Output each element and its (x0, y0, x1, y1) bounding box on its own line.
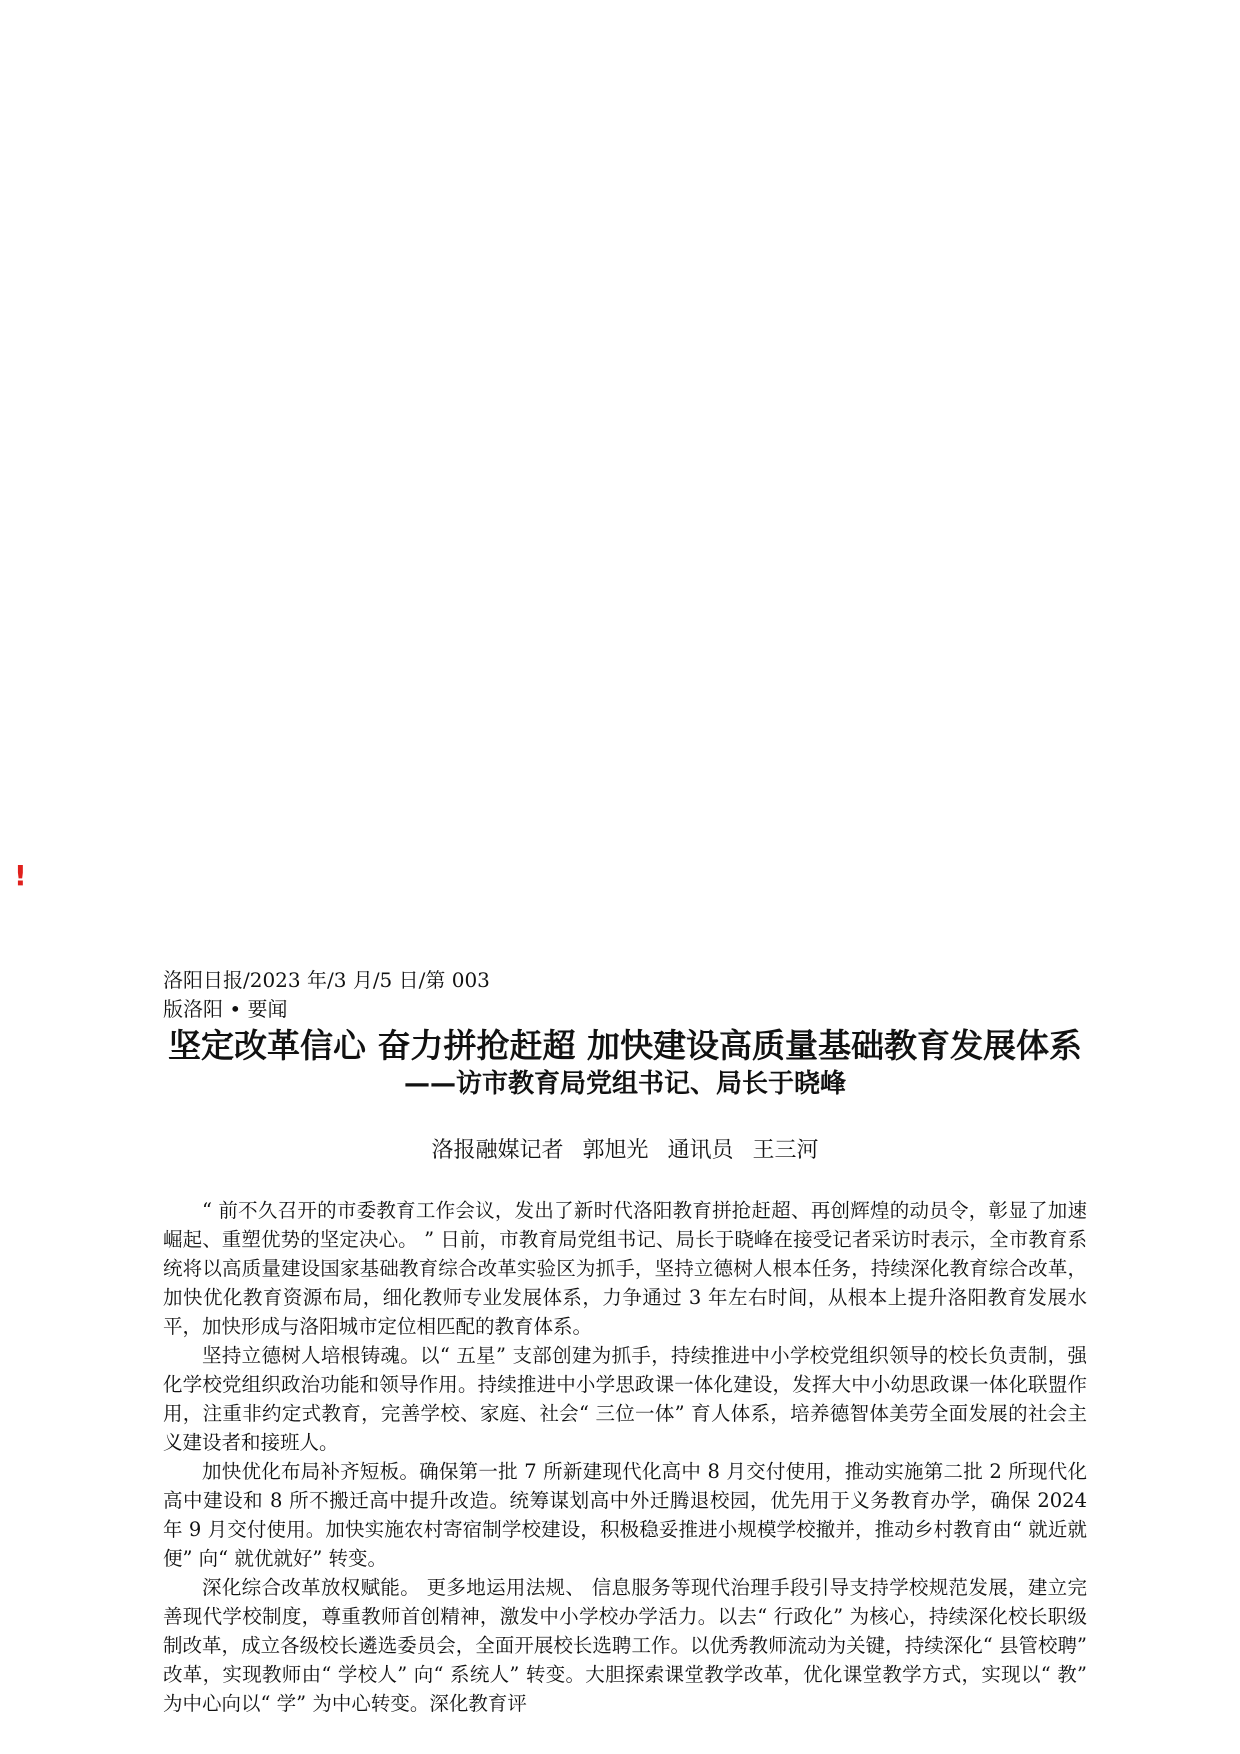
byline: 洛报融媒记者 郭旭光 通讯员 王三河 (431, 1138, 819, 1163)
paragraph-intro: “ 前不久召开的市委教育工作会议，发出了新时代洛阳教育拼抢赶超、再创辉煌的动员令，彰显了加速崛起、重塑优势的坚定决心。 ” 日前，市教育局党组书记、局长于晓峰在接受记者采访时表示，全市教育系统将以高质量建设国家基础教育综合改革实验区为抓手，坚持立德树人根本任务，持续深化教育综合改革，加快优化教育资源布局，细化教师专业发展体系，力争通过 3 年左右时间，从根本上提升洛阳教育发展水平，加快形成与洛阳城市定位相匹配的教育体系。 (163, 1199, 1087, 1338)
paragraph-moral-education: 坚持立德树人培根铸魂。以“ 五星” 支部创建为抓手，持续推进中小学校党组织领导的校长负责制，强化学校党组织政治功能和领导作用。持续推进中小学思政课一体化建设，发挥大中小幼思政课一体化联盟作用，注重非约定式教育，完善学校、家庭、社会“ 三位一体” 育人体系，培养德智体美劳全面发展的社会主义建设者和接班人。 (163, 1344, 1087, 1454)
paragraph-layout-optimization: 加快优化布局补齐短板。确保第一批 7 所新建现代化高中 8 月交付使用，推动实施第二批 2 所现代化高中建设和 8 所不搬迁高中提升改造。统筹谋划高中外迁腾退校园，优先用于义务教育办学，确保 2024 年 9 月交付使用。加快实施农村寄宿制学校建设，积极稳妥推进小规模学校撤并，推动乡村教育由“ 就近就便” 向“ 就优就好” 转变。 (163, 1460, 1087, 1570)
article-title: 坚定改革信心 奋力拼抢赶超 加快建设高质量基础教育发展体系 (168, 1026, 1082, 1065)
paragraph-comprehensive-reform: 深化综合改革放权赋能。 更多地运用法规、 信息服务等现代治理手段引导支持学校规范发展，建立完善现代学校制度，尊重教师首创精神，激发中小学校办学活力。以去“ 行政化” 为核心，持续深化校长职级制改革，成立各级校长遴选委员会，全面开展校长选聘工作。以优秀教师流动为关键，持续深化“ 县管校聘” 改革，实现教师由“ 学校人” 向“ 系统人” 转变。大胆探索课堂教学改革，优化课堂教学方式，实现以“ 教” 为中心向以“ 学” 为中心转变。深化教育评 (163, 1576, 1087, 1715)
source-line: 洛阳日报/2023 年/3 月/5 日/第 003 (163, 968, 490, 992)
article-body (163, 1196, 1087, 1718)
article (163, 966, 1087, 1718)
article-subtitle: ——访市教育局党组书记、局长于晓峰 (403, 1069, 846, 1099)
red-exclamation-mark: ! (14, 859, 27, 892)
source-line-section: 版洛阳 • 要闻 (163, 997, 288, 1021)
